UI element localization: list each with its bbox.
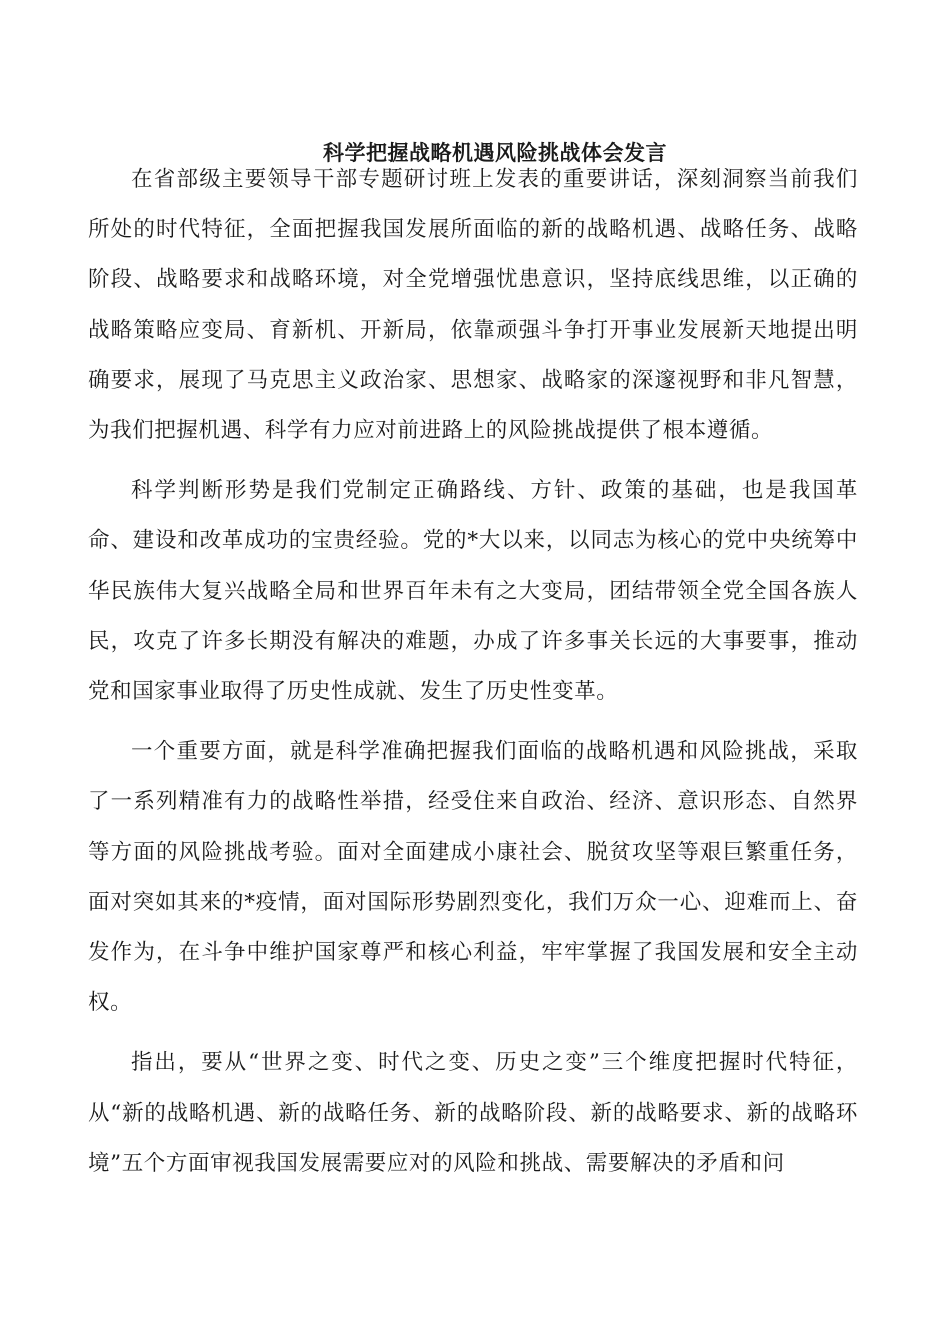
paragraph-4: 指出，要从“世界之变、时代之变、历史之变”三个维度把握时代特征，从“新的战略机遇、新的战略任务、新的战略阶段、新的战略要求、新的战略环境”五个方面审视我国发展需要应对的风险和挑战、需要解决的矛盾和问 xyxy=(88,1050,858,1176)
paragraph-2: 科学判断形势是我们党制定正确路线、方针、政策的基础，也是我国革命、建设和改革成功的宝贵经验。党的*大以来，以同志为核心的党中央统筹中华民族伟大复兴战略全局和世界百年未有之大变局，团结带领全党全国各族人民，攻克了许多长期没有解决的难题，办成了许多事关长远的大事要事，推动党和国家事业取得了历史性成就、发生了历史性变革。 xyxy=(88,478,858,705)
document-body xyxy=(88,155,858,1189)
document-title: 科学把握战略机遇风险挑战体会发言 xyxy=(323,140,667,165)
paragraph-3: 一个重要方面，就是科学准确把握我们面临的战略机遇和风险挑战，采取了一系列精准有力的战略性举措，经受住来自政治、经济、意识形态、自然界等方面的风险挑战考验。面对全面建成小康社会、脱贫攻坚等艰巨繁重任务，面对突如其来的*疫情，面对国际形势剧烈变化，我们万众一心、迎难而上、奋发作为，在斗争中维护国家尊严和核心利益，牢牢掌握了我国发展和安全主动权。 xyxy=(88,739,858,1016)
paragraph-1: 在省部级主要领导干部专题研讨班上发表的重要讲话，深刻洞察当前我们所处的时代特征，全面把握我国发展所面临的新的战略机遇、战略任务、战略阶段、战略要求和战略环境，对全党增强忧患意识，坚持底线思维，以正确的战略策略应变局、育新机、开新局，依靠顽强斗争打开事业发展新天地提出明确要求，展现了马克思主义政治家、思想家、战略家的深邃视野和非凡智慧，为我们把握机遇、科学有力应对前进路上的风险挑战提供了根本遵循。 xyxy=(88,167,858,444)
